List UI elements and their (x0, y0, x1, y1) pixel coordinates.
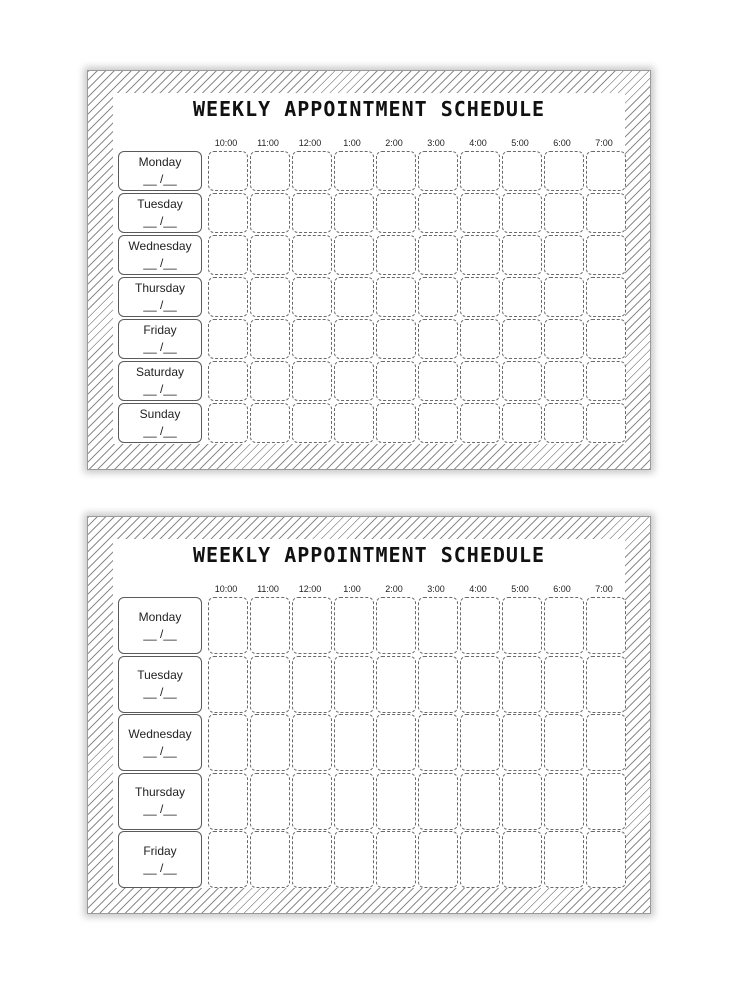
date-blank: __ /__ (143, 256, 177, 270)
date-blank: __ /__ (143, 214, 177, 228)
appointment-slot[interactable] (292, 597, 332, 654)
appointment-slot[interactable] (502, 597, 542, 654)
weekly-schedule-card-2 (87, 516, 651, 914)
appointment-slot[interactable] (208, 319, 248, 359)
appointment-slot[interactable] (376, 151, 416, 191)
appointment-slot[interactable] (250, 831, 290, 888)
day-label-box (118, 319, 202, 359)
appointment-slot[interactable] (460, 831, 500, 888)
appointment-slot[interactable] (586, 403, 626, 443)
appointment-slot[interactable] (544, 319, 584, 359)
appointment-slot[interactable] (208, 773, 248, 830)
appointment-slot[interactable] (460, 235, 500, 275)
appointment-slot[interactable] (502, 403, 542, 443)
appointment-slot[interactable] (250, 656, 290, 713)
date-blank: __ /__ (143, 424, 177, 438)
appointment-slot[interactable] (502, 193, 542, 233)
day-name: Thursday (134, 281, 186, 295)
appointment-slot[interactable] (502, 831, 542, 888)
appointment-slot[interactable] (460, 597, 500, 654)
appointment-slot[interactable] (376, 361, 416, 401)
date-blank: __ /__ (143, 172, 177, 186)
appointment-slot[interactable] (334, 361, 374, 401)
appointment-slot[interactable] (586, 597, 626, 654)
appointment-slot[interactable] (418, 597, 458, 654)
appointment-slot[interactable] (460, 319, 500, 359)
schedule-title: WEEKLY APPOINTMENT SCHEDULE (192, 97, 546, 121)
appointment-slot[interactable] (250, 403, 290, 443)
time-label: 5:00 (511, 584, 529, 594)
time-label: 5:00 (511, 138, 529, 148)
date-blank: __ /__ (143, 802, 177, 816)
appointment-slot[interactable] (544, 773, 584, 830)
appointment-slot[interactable] (376, 319, 416, 359)
appointment-slot[interactable] (586, 361, 626, 401)
day-name: Wednesday (128, 726, 192, 741)
appointment-slot[interactable] (502, 277, 542, 317)
appointment-slot[interactable] (418, 235, 458, 275)
appointment-slot[interactable] (334, 403, 374, 443)
date-blank: __ /__ (143, 685, 177, 699)
appointment-slot[interactable] (292, 773, 332, 830)
day-label-box (118, 235, 202, 275)
appointment-slot[interactable] (418, 656, 458, 713)
date-blank: __ /__ (143, 382, 177, 396)
appointment-slot[interactable] (250, 714, 290, 771)
appointment-slot[interactable] (208, 235, 248, 275)
appointment-slot[interactable] (502, 151, 542, 191)
appointment-slot[interactable] (586, 831, 626, 888)
schedule-sheet (113, 93, 625, 444)
appointment-slot[interactable] (334, 831, 374, 888)
appointment-slot[interactable] (334, 151, 374, 191)
appointment-slot[interactable] (208, 831, 248, 888)
appointment-slot[interactable] (334, 319, 374, 359)
day-label-box (118, 193, 202, 233)
time-label: 12:00 (298, 584, 322, 594)
appointment-slot[interactable] (376, 714, 416, 771)
day-name: Wednesday (128, 239, 192, 253)
day-label-box (118, 277, 202, 317)
appointment-slot[interactable] (502, 235, 542, 275)
appointment-slot[interactable] (376, 403, 416, 443)
appointment-slot[interactable] (250, 277, 290, 317)
appointment-slot[interactable] (208, 151, 248, 191)
time-label: 1:00 (343, 138, 361, 148)
appointment-slot[interactable] (208, 193, 248, 233)
time-label: 10:00 (214, 584, 238, 594)
appointment-slot[interactable] (292, 831, 332, 888)
appointment-slot[interactable] (250, 193, 290, 233)
day-label-box (118, 773, 202, 830)
time-label: 3:00 (427, 138, 445, 148)
time-label: 1:00 (343, 584, 361, 594)
day-label-box (118, 361, 202, 401)
appointment-slot[interactable] (334, 597, 374, 654)
appointment-slot[interactable] (460, 277, 500, 317)
appointment-slot[interactable] (418, 151, 458, 191)
appointment-slot[interactable] (292, 319, 332, 359)
appointment-slot[interactable] (586, 193, 626, 233)
day-name: Friday (143, 323, 177, 337)
appointment-slot[interactable] (292, 235, 332, 275)
appointment-slot[interactable] (292, 151, 332, 191)
appointment-slot[interactable] (250, 235, 290, 275)
day-label-box (118, 597, 202, 654)
appointment-slot[interactable] (586, 235, 626, 275)
appointment-slot[interactable] (376, 235, 416, 275)
appointment-slot[interactable] (544, 597, 584, 654)
appointment-slot[interactable] (460, 403, 500, 443)
appointment-slot[interactable] (292, 193, 332, 233)
appointment-slot[interactable] (334, 235, 374, 275)
date-blank: __ /__ (143, 626, 177, 641)
appointment-slot[interactable] (334, 714, 374, 771)
appointment-slot[interactable] (208, 361, 248, 401)
time-label: 3:00 (427, 584, 445, 594)
appointment-slot[interactable] (250, 151, 290, 191)
appointment-slot[interactable] (376, 656, 416, 713)
time-label: 4:00 (469, 138, 487, 148)
appointment-slot[interactable] (502, 656, 542, 713)
time-label: 10:00 (214, 138, 238, 148)
day-name: Friday (143, 843, 177, 858)
day-name: Thursday (134, 785, 186, 799)
appointment-slot[interactable] (586, 714, 626, 771)
appointment-slot[interactable] (460, 193, 500, 233)
appointment-slot[interactable] (586, 656, 626, 713)
time-label: 7:00 (595, 584, 613, 594)
appointment-slot[interactable] (502, 319, 542, 359)
appointment-slot[interactable] (460, 714, 500, 771)
appointment-slot[interactable] (544, 193, 584, 233)
time-label: 2:00 (385, 584, 403, 594)
appointment-slot[interactable] (418, 277, 458, 317)
time-label: 12:00 (298, 138, 322, 148)
appointment-slot[interactable] (418, 193, 458, 233)
appointment-slot[interactable] (544, 361, 584, 401)
day-name: Sunday (139, 407, 181, 421)
appointment-slot[interactable] (586, 151, 626, 191)
appointment-slot[interactable] (376, 193, 416, 233)
appointment-slot[interactable] (334, 656, 374, 713)
schedule-sheet (113, 539, 625, 888)
day-name: Saturday (135, 365, 185, 379)
date-blank: __ /__ (143, 298, 177, 312)
appointment-slot[interactable] (208, 597, 248, 654)
day-name: Monday (138, 155, 182, 169)
day-name: Monday (138, 609, 182, 624)
appointment-slot[interactable] (418, 714, 458, 771)
appointment-slot[interactable] (544, 714, 584, 771)
day-label-box (118, 656, 202, 713)
appointment-slot[interactable] (460, 656, 500, 713)
appointment-slot[interactable] (418, 361, 458, 401)
time-label: 4:00 (469, 584, 487, 594)
appointment-slot[interactable] (418, 319, 458, 359)
appointment-slot[interactable] (418, 773, 458, 830)
appointment-slot[interactable] (460, 773, 500, 830)
appointment-slot[interactable] (544, 656, 584, 713)
appointment-slot[interactable] (544, 151, 584, 191)
appointment-slot[interactable] (502, 714, 542, 771)
day-label-box (118, 403, 202, 443)
date-blank: __ /__ (143, 743, 177, 758)
appointment-slot[interactable] (334, 193, 374, 233)
appointment-slot[interactable] (208, 714, 248, 771)
time-label: 7:00 (595, 138, 613, 148)
day-label-box (118, 714, 202, 771)
appointment-slot[interactable] (376, 597, 416, 654)
appointment-slot[interactable] (292, 656, 332, 713)
appointment-slot[interactable] (376, 277, 416, 317)
appointment-slot[interactable] (502, 361, 542, 401)
time-label: 6:00 (553, 584, 571, 594)
schedule-title: WEEKLY APPOINTMENT SCHEDULE (192, 543, 546, 567)
appointment-slot[interactable] (376, 773, 416, 830)
date-blank: __ /__ (143, 860, 177, 875)
appointment-slot[interactable] (292, 714, 332, 771)
appointment-slot[interactable] (460, 151, 500, 191)
appointment-slot[interactable] (334, 277, 374, 317)
appointment-slot[interactable] (586, 277, 626, 317)
appointment-slot[interactable] (586, 773, 626, 830)
appointment-slot[interactable] (208, 277, 248, 317)
day-name: Tuesday (137, 197, 183, 211)
day-label-box (118, 831, 202, 888)
appointment-slot[interactable] (586, 319, 626, 359)
appointment-slot[interactable] (208, 403, 248, 443)
appointment-slot[interactable] (544, 277, 584, 317)
appointment-slot[interactable] (208, 656, 248, 713)
appointment-slot[interactable] (544, 235, 584, 275)
appointment-slot[interactable] (502, 773, 542, 830)
time-label: 6:00 (553, 138, 571, 148)
appointment-slot[interactable] (250, 773, 290, 830)
time-label: 2:00 (385, 138, 403, 148)
appointment-slot[interactable] (376, 831, 416, 888)
time-label: 11:00 (257, 138, 279, 148)
appointment-slot[interactable] (292, 403, 332, 443)
appointment-slot[interactable] (544, 403, 584, 443)
date-blank: __ /__ (143, 340, 177, 354)
appointment-slot[interactable] (250, 597, 290, 654)
appointment-slot[interactable] (418, 403, 458, 443)
appointment-slot[interactable] (250, 361, 290, 401)
time-label: 11:00 (257, 584, 279, 594)
appointment-slot[interactable] (418, 831, 458, 888)
day-name: Tuesday (137, 668, 183, 682)
appointment-slot[interactable] (292, 361, 332, 401)
appointment-slot[interactable] (460, 361, 500, 401)
appointment-slot[interactable] (544, 831, 584, 888)
weekly-schedule-card-1 (87, 70, 651, 470)
appointment-slot[interactable] (292, 277, 332, 317)
day-label-box (118, 151, 202, 191)
appointment-slot[interactable] (250, 319, 290, 359)
appointment-slot[interactable] (334, 773, 374, 830)
